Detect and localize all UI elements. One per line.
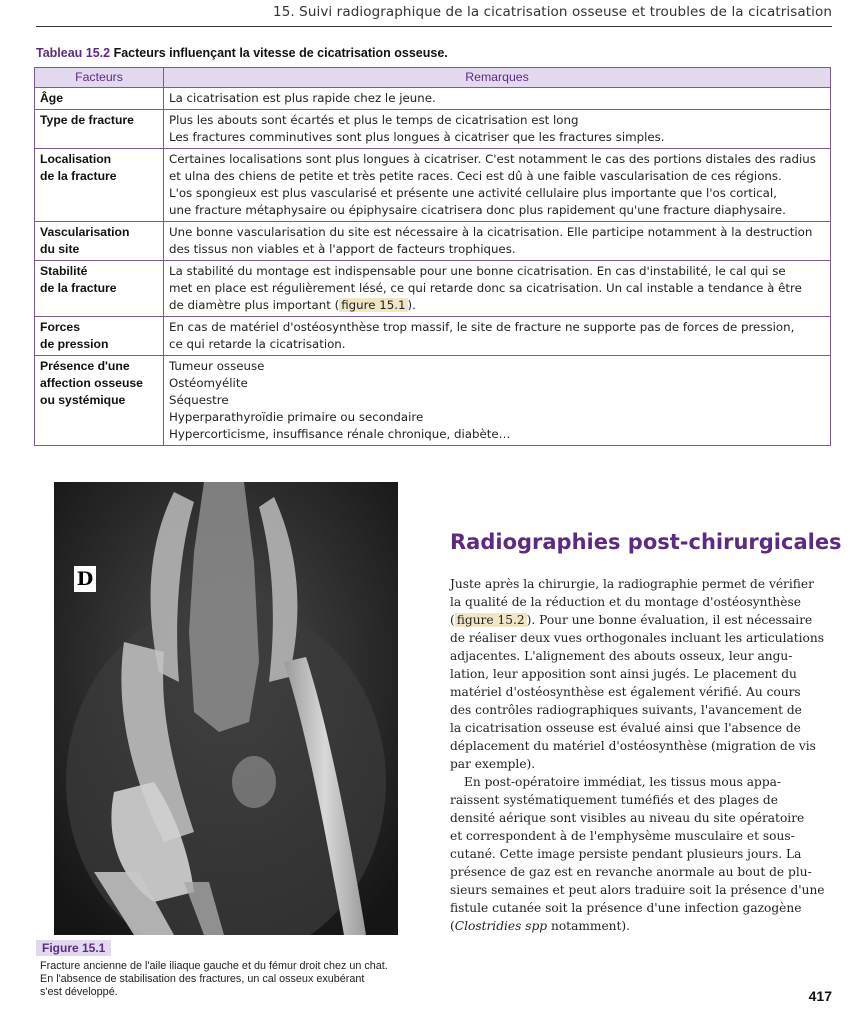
paragraph-line: lation, leur apposition sont ainsi jugés. Le placement du (450, 667, 797, 681)
paragraph-line: par exemple). (450, 757, 536, 771)
paragraph-line: de réaliser deux vues orthogonales incluant les articulations (450, 631, 824, 645)
factor-cell (35, 261, 164, 317)
figure-caption (40, 960, 440, 999)
remark-text: La stabilité du montage est indispensable pour une bonne cicatrisation. En cas d'instabilité, le cal qui se (169, 264, 786, 278)
factor-cell (35, 222, 164, 261)
table-row (35, 356, 831, 446)
remark-text: une fracture métaphysaire ou épiphysaire cicatrisera donc plus rapidement qu'une fracture diaphysaire. (169, 203, 786, 217)
paragraph-line: En post-opératoire immédiat, les tissus mous appa- (464, 775, 781, 789)
table-number: Tableau 15.2 (36, 46, 111, 60)
table-row (35, 88, 831, 110)
table-row (35, 261, 831, 317)
remark-text: Certaines localisations sont plus longues à cicatriser. C'est notamment le cas des portions distales des radius (169, 152, 816, 166)
paragraph-line: fistule cutanée soit la présence d'une infection gazogène (450, 901, 802, 915)
ref-post: ). Pour une bonne évaluation, il est nécessaire (526, 613, 813, 627)
factor-text: ou systémique (40, 393, 126, 407)
remark-text: En cas de matériel d'ostéosynthèse trop massif, le site de fracture ne supporte pas de forces de pression, (169, 320, 795, 334)
table-title: Facteurs influençant la vitesse de cicatrisation osseuse. (113, 46, 448, 60)
remark-text: Hypercorticisme, insuffisance rénale chronique, diabète… (169, 427, 511, 441)
remark-text: et ulna des chiens de petite et très petite races. Ceci est dû à une faible vascularisation de ces régions. (169, 169, 782, 183)
paragraph-line: la qualité de la réduction et du montage d'ostéosynthèse (450, 595, 801, 609)
paragraph-line: présence de gaz est en revanche anormale au bout de plu- (450, 865, 812, 879)
paragraph-line: Juste après la chirurgie, la radiographie permet de vérifier (450, 577, 814, 591)
remark-text: Hyperparathyroïdie primaire ou secondaire (169, 410, 424, 424)
paragraph-line (450, 917, 832, 935)
factor-text: de pression (40, 337, 109, 351)
factor-text: Vascularisation (40, 225, 130, 239)
col-header-remarks: Remarques (164, 68, 831, 88)
ref-pre: ( (450, 613, 455, 627)
factor-cell (35, 356, 164, 446)
factor-text: Présence d'une (40, 359, 130, 373)
factors-table-wrap (34, 67, 831, 446)
figure-label: Figure 15.1 (36, 940, 111, 956)
factor-text: Localisation (40, 152, 112, 166)
image-orientation-marker: D (74, 566, 96, 592)
paragraph-line: des contrôles radiographiques suivants, l'avancement de (450, 703, 802, 717)
remark-text: Plus les abouts sont écartés et plus le temps de cicatrisation est long (169, 113, 579, 127)
remark-text-pre: de diamètre plus important ( (169, 298, 340, 312)
factor-text: Type de fracture (40, 113, 134, 127)
paragraph-line: adjacentes. L'alignement des abouts osseux, leur angu- (450, 649, 793, 663)
remark-text-post: ). (407, 298, 416, 312)
caption-line: Fracture ancienne de l'aile iliaque gauche et du fémur droit chez un chat. (40, 960, 388, 972)
table-row (35, 110, 831, 149)
factor-cell (35, 88, 164, 110)
remark-cell (164, 356, 831, 446)
factor-cell (35, 149, 164, 222)
paragraph-line: et correspondent à de l'emphysème musculaire et sous- (450, 829, 795, 843)
factor-cell (35, 110, 164, 149)
paragraph-line: raissent systématiquement tuméfiés et des plages de (450, 793, 778, 807)
table-row (35, 149, 831, 222)
text-post: notamment). (547, 919, 631, 933)
italic-species: Clostridies spp (454, 919, 548, 933)
remark-cell (164, 222, 831, 261)
factor-text: affection osseuse (40, 376, 143, 390)
remark-cell (164, 110, 831, 149)
running-header: 15. Suivi radiographique de la cicatrisation osseuse et troubles de la cicatrisation (36, 4, 832, 27)
body-text (450, 575, 832, 935)
remark-text: Tumeur osseuse (169, 359, 265, 373)
remark-text: L'os spongieux est plus vascularisé et présente une activité cellulaire plus importante que l'os cortical, (169, 186, 777, 200)
col-header-factors: Facteurs (35, 68, 164, 88)
paragraph-line: cutané. Cette image persiste pendant plusieurs jours. La (450, 847, 802, 861)
table-caption (36, 46, 448, 60)
factor-text: Stabilité (40, 264, 88, 278)
section-title: Radiographies post-chirurgicales (450, 530, 842, 554)
factor-text: Forces (40, 320, 80, 334)
remark-text (169, 297, 825, 314)
remark-text: des tissus non viables et à l'apport de facteurs trophiques. (169, 242, 516, 256)
factor-text: de la fracture (40, 169, 117, 183)
text-pre: ( (450, 919, 455, 933)
paragraph-line: sieurs semaines et peut alors traduire soit la présence d'une (450, 883, 825, 897)
paragraph-line: déplacement du matériel d'ostéosynthèse (migration de vis (450, 739, 816, 753)
remark-text: Séquestre (169, 393, 229, 407)
table-row (35, 317, 831, 356)
remark-text: Ostéomyélite (169, 376, 248, 390)
remark-text: Les fractures comminutives sont plus longues à cicatriser que les fractures simples. (169, 130, 665, 144)
paragraph-line: densité aérique sont visibles au niveau du site opératoire (450, 811, 805, 825)
remark-cell (164, 88, 831, 110)
radiograph-image (54, 482, 398, 935)
remark-text: Une bonne vascularisation du site est nécessaire à la cicatrisation. Elle participe notamment à la destruction (169, 225, 813, 239)
radiograph-drawing (54, 482, 398, 935)
remark-cell (164, 317, 831, 356)
paragraph-line (450, 611, 832, 629)
remark-text: met en place est régulièrement lésé, ce qui retarde donc sa cicatrisation. Un cal instable a tendance à être (169, 281, 802, 295)
paragraph-line: la cicatrisation osseuse est évalué ainsi que l'absence de (450, 721, 801, 735)
caption-line: s'est développé. (40, 986, 118, 998)
factor-cell (35, 317, 164, 356)
remark-text: ce qui retarde la cicatrisation. (169, 337, 346, 351)
remark-cell (164, 149, 831, 222)
factors-table (34, 67, 831, 446)
remark-text: La cicatrisation est plus rapide chez le jeune. (169, 91, 436, 105)
factor-text: de la fracture (40, 281, 117, 295)
factor-text: du site (40, 242, 80, 256)
figure-reference-link[interactable]: figure 15.2 (456, 613, 525, 627)
factor-text: Âge (40, 91, 64, 105)
remark-cell (164, 261, 831, 317)
table-row (35, 222, 831, 261)
figure-reference-link[interactable]: figure 15.1 (341, 298, 406, 312)
table-header-row (35, 68, 831, 88)
page-number: 417 (808, 988, 832, 1004)
paragraph-line: matériel d'ostéosynthèse est également vérifié. Au cours (450, 685, 801, 699)
caption-line: En l'absence de stabilisation des fractures, un cal osseux exubérant (40, 973, 365, 985)
